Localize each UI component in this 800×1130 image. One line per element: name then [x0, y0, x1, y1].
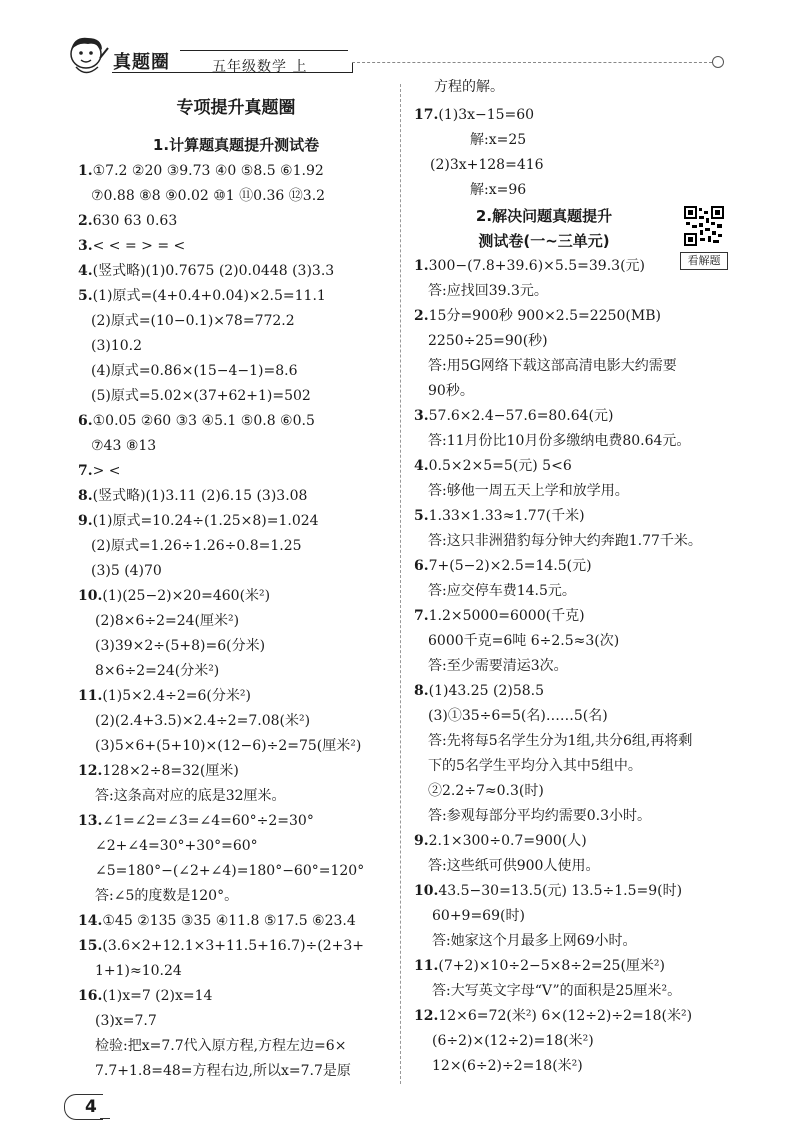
column-divider — [400, 84, 401, 1084]
answer-line: 11.(7+2)×10÷2−5×8÷2=25(厘米²) — [414, 958, 666, 974]
answer-line: (3)10.2 — [91, 338, 143, 354]
question-number: 1. — [414, 258, 429, 274]
answer-line: 6.7+(5−2)×2.5=14.5(元) — [414, 558, 592, 574]
answer-line: 答:这些纸可供900人使用。 — [428, 858, 600, 874]
question-number: 8. — [414, 683, 429, 699]
answer-line: 7.> < — [78, 463, 121, 479]
question-number: 4. — [78, 263, 93, 279]
question-number: 9. — [78, 513, 93, 529]
answer-line: 15.(3.6×2+12.1×3+11.5+16.7)÷(2+3+ — [78, 938, 364, 954]
answer-line: ∠2+∠4=30°+30°=60° — [95, 838, 258, 854]
answer-line: (6÷2)×(12÷2)=18(米²) — [432, 1033, 594, 1049]
header-rule-bottom — [112, 72, 352, 73]
section-subtitle: 1.计算题真题提升测试卷 — [152, 136, 320, 154]
question-number: 14. — [78, 913, 103, 929]
answer-line: 答:这只非洲猎豹每分钟大约奔跑1.77千米。 — [428, 533, 702, 549]
qr-code-icon[interactable] — [684, 206, 724, 246]
answer-line: 17.(1)3x−15=60 — [414, 107, 535, 123]
brand-name: 真题圈 — [113, 52, 170, 73]
answer-line: 6.①0.05 ②60 ③3 ④5.1 ⑤0.8 ⑥0.5 — [78, 413, 315, 429]
question-number: 3. — [414, 408, 429, 424]
question-number: 7. — [414, 608, 429, 624]
question-number: 7. — [78, 463, 93, 479]
question-number: 10. — [414, 883, 439, 899]
answer-line: 答:用5G网络下载这部高清电影大约需要 — [428, 358, 677, 374]
section-subtitle: 2.解决问题真题提升 — [475, 207, 613, 225]
qr-caption: 看解题 — [680, 252, 728, 270]
answer-line: ⑦43 ⑧13 — [91, 438, 157, 454]
answer-line: 3.< < = > = < — [78, 238, 186, 254]
answer-line: 16.(1)x=7 (2)x=14 — [78, 988, 213, 1004]
question-number: 5. — [414, 508, 429, 524]
header-dashed-rule — [352, 62, 712, 63]
question-number: 17. — [414, 107, 439, 123]
answer-line: 10.(1)(25−2)×20=460(米²) — [78, 588, 271, 604]
answer-line: 8×6÷2=24(分米²) — [95, 663, 220, 679]
page-number-underline — [100, 1118, 110, 1119]
answer-line: 7.1.2×5000=6000(千克) — [414, 608, 585, 624]
answer-line: (2)(2.4+3.5)×2.4÷2=7.08(米²) — [95, 713, 311, 729]
section-subtitle: 测试卷(一~三单元) — [478, 232, 610, 250]
answer-line: 12.128×2÷8=32(厘米) — [78, 763, 239, 779]
answer-line: 9.(1)原式=10.24÷(1.25×8)=1.024 — [78, 513, 319, 529]
answer-line: (3)5 (4)70 — [91, 563, 162, 579]
answer-line: ②2.2÷7≈0.3(时) — [428, 783, 544, 799]
question-number: 16. — [78, 988, 103, 1004]
answer-line: 解:x=25 — [470, 132, 527, 148]
answer-line: 90秒。 — [428, 383, 474, 399]
answer-line: 答:11月份比10月份多缴纳电费80.64元。 — [428, 433, 691, 449]
answer-line: ∠5=180°−(∠2+∠4)=180°−60°=120° — [95, 863, 365, 879]
answer-line: 14.①45 ②135 ③35 ④11.8 ⑤17.5 ⑥23.4 — [78, 913, 356, 929]
answer-line: 答:应找回39.3元。 — [428, 283, 548, 299]
answer-line: (3)①35÷6=5(名)……5(名) — [428, 708, 608, 724]
section-title: 专项提升真题圈 — [176, 98, 296, 118]
question-number: 11. — [414, 958, 439, 974]
question-number: 2. — [78, 213, 93, 229]
question-number: 1. — [78, 163, 93, 179]
page-number-badge — [64, 1094, 103, 1120]
answer-line: 13.∠1=∠2=∠3=∠4=60°÷2=30° — [78, 813, 314, 829]
answer-line: 5.1.33×1.33≈1.77(千米) — [414, 508, 585, 524]
page-header — [0, 0, 800, 90]
answer-line: 8.(竖式略)(1)3.11 (2)6.15 (3)3.08 — [78, 488, 308, 504]
answer-line: 12.12×6=72(米²) 6×(12÷2)÷2=18(米²) — [414, 1008, 693, 1024]
answer-line: 解:x=96 — [470, 182, 527, 198]
answer-line: 答:至少需要清运3次。 — [428, 658, 568, 674]
answer-line: (4)原式=0.86×(15−4−1)=8.6 — [91, 363, 298, 379]
answer-line: 2.15分=900秒 900×2.5=2250(MB) — [414, 308, 661, 324]
answer-line: (5)原式=5.02×(37+62+1)=502 — [91, 388, 311, 404]
question-number: 6. — [78, 413, 93, 429]
answer-line: 答:∠5的度数是120°。 — [95, 888, 239, 904]
answer-line: 2.630 63 0.63 — [78, 213, 178, 229]
question-number: 8. — [78, 488, 93, 504]
answer-line: 11.(1)5×2.4÷2=6(分米²) — [78, 688, 251, 704]
question-number: 4. — [414, 458, 429, 474]
answer-line: 答:这条高对应的底是32厘米。 — [95, 788, 286, 804]
answer-line: (3)39×2÷(5+8)=6(分米) — [95, 638, 266, 654]
answer-line: 12×(6÷2)÷2=18(米²) — [432, 1058, 583, 1074]
answer-line: 下的5名学生平均分入其中5组中。 — [428, 758, 642, 774]
answer-line: 方程的解。 — [434, 79, 504, 95]
answer-line: 答:够他一周五天上学和放学用。 — [428, 483, 629, 499]
question-number: 9. — [414, 833, 429, 849]
answer-line: (3)x=7.7 — [95, 1013, 157, 1029]
header-end-circle — [712, 56, 724, 68]
answer-line: ⑦0.88 ⑧8 ⑨0.02 ⑩1 ⑪0.36 ⑫3.2 — [91, 188, 326, 204]
question-number: 15. — [78, 938, 103, 954]
subject-label: 五年级数学 上 — [212, 59, 308, 75]
answer-line: 4.(竖式略)(1)0.7675 (2)0.0448 (3)3.3 — [78, 263, 335, 279]
question-number: 2. — [414, 308, 429, 324]
answer-line: 4.0.5×2×5=5(元) 5<6 — [414, 458, 572, 474]
answer-line: 1+1)≈10.24 — [95, 963, 182, 979]
answer-line: 答:参观每部分平均约需要0.3小时。 — [428, 808, 651, 824]
answer-line: 1.①7.2 ②20 ③9.73 ④0 ⑤8.5 ⑥1.92 — [78, 163, 324, 179]
question-number: 11. — [78, 688, 103, 704]
page-number: 4 — [85, 1097, 97, 1117]
question-number: 3. — [78, 238, 93, 254]
question-number: 13. — [78, 813, 103, 829]
answer-line: 答:应交停车费14.5元。 — [428, 583, 576, 599]
answer-line: 检验:把x=7.7代入原方程,方程左边=6× — [95, 1038, 347, 1054]
answer-line: 8.(1)43.25 (2)58.5 — [414, 683, 544, 699]
question-number: 10. — [78, 588, 103, 604]
answer-line: 答:先将每5名学生分为1组,共分6组,再将剩 — [428, 733, 693, 749]
question-number: 12. — [414, 1008, 439, 1024]
answer-line: 9.2.1×300÷0.7=900(人) — [414, 833, 587, 849]
answer-line: (2)原式=1.26÷1.26÷0.8=1.25 — [91, 538, 302, 554]
answer-line: 3.57.6×2.4−57.6=80.64(元) — [414, 408, 614, 424]
header-tick — [352, 62, 353, 73]
header-rule-top — [180, 50, 348, 51]
answer-line: 答:大写英文字母“V”的面积是25厘米²。 — [432, 983, 682, 999]
answer-line: 10.43.5−30=13.5(元) 13.5÷1.5=9(时) — [414, 883, 683, 899]
answer-line: 1.300−(7.8+39.6)×5.5=39.3(元) — [414, 258, 645, 274]
question-number: 12. — [78, 763, 103, 779]
answer-line: 5.(1)原式=(4+0.4+0.04)×2.5=11.1 — [78, 288, 326, 304]
answer-line: (2)8×6÷2=24(厘米²) — [95, 613, 240, 629]
mascot-logo-icon — [62, 34, 112, 78]
answer-line: 7.7+1.8=48=方程右边,所以x=7.7是原 — [95, 1063, 351, 1079]
answer-line: (3)5×6+(5+10)×(12−6)÷2=75(厘米²) — [95, 738, 362, 754]
answer-line: 60+9=69(时) — [432, 908, 525, 924]
answer-line: 2250÷25=90(秒) — [428, 333, 548, 349]
question-number: 5. — [78, 288, 93, 304]
answer-line: (2)原式=(10−0.1)×78=772.2 — [91, 313, 295, 329]
answer-line: 答:她家这个月最多上网69小时。 — [432, 933, 637, 949]
answer-line: 6000千克=6吨 6÷2.5≈3(次) — [428, 633, 620, 649]
answer-line: (2)3x+128=416 — [430, 157, 544, 173]
question-number: 6. — [414, 558, 429, 574]
